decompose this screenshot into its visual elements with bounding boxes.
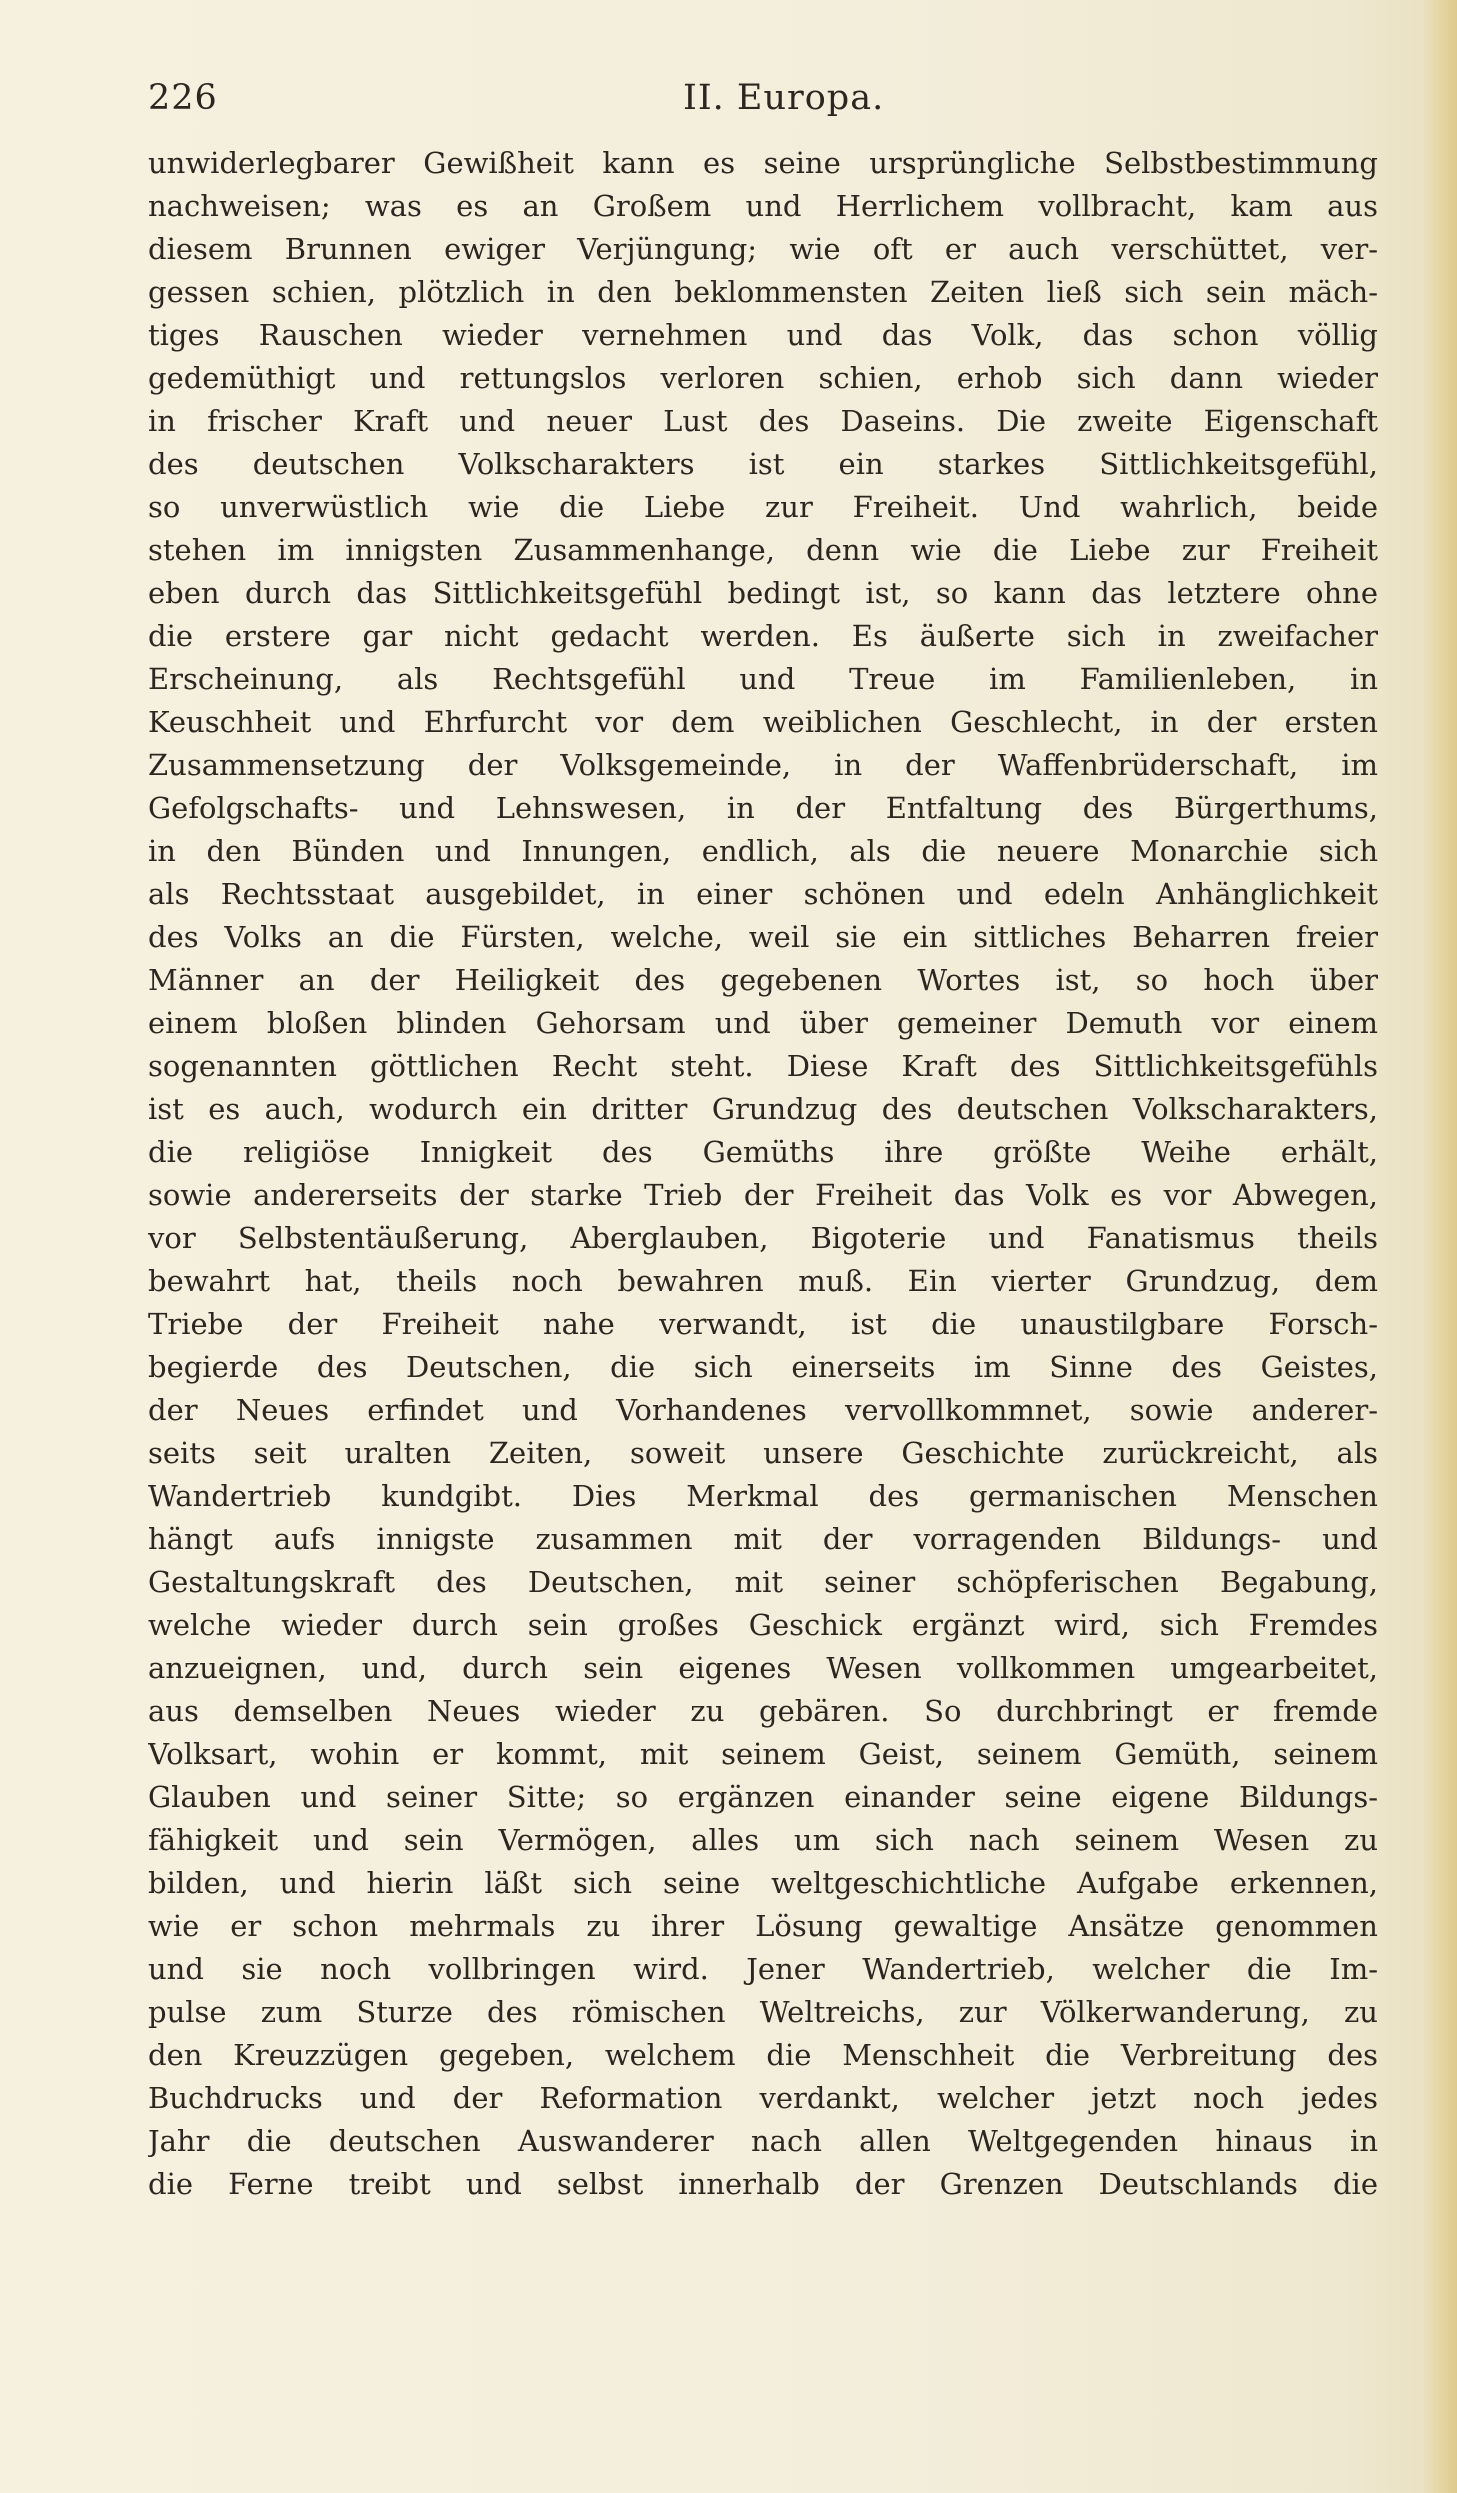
text-line: sowie andererseits der starke Trieb der Freiheit das Volk es vor Abwegen, xyxy=(148,1178,1378,1212)
text-line: Jahr die deutschen Auswanderer nach allen Weltgegenden hinaus in xyxy=(148,2124,1378,2158)
text-line: den Kreuzzügen gegeben, welchem die Menschheit die Verbreitung des xyxy=(148,2038,1378,2072)
text-line: bilden, und hierin läßt sich seine weltgeschichtliche Aufgabe erkennen, xyxy=(148,1866,1378,1900)
text-line: Keuschheit und Ehrfurcht vor dem weiblichen Geschlecht, in der ersten xyxy=(148,705,1378,739)
text-line: sogenannten göttlichen Recht steht. Diese Kraft des Sittlichkeitsgefühls xyxy=(148,1049,1378,1083)
text-line: begierde des Deutschen, die sich einerseits im Sinne des Geistes, xyxy=(148,1350,1378,1384)
text-line: pulse zum Sturze des römischen Weltreichs, zur Völkerwanderung, zu xyxy=(148,1995,1378,2029)
text-line: Gestaltungskraft des Deutschen, mit seiner schöpferischen Begabung, xyxy=(148,1565,1378,1599)
text-line: aus demselben Neues wieder zu gebären. So durchbringt er fremde xyxy=(148,1694,1378,1728)
text-line: Erscheinung, als Rechtsgefühl und Treue im Familienleben, in xyxy=(148,662,1378,696)
page-header xyxy=(148,78,1378,134)
text-line: welche wieder durch sein großes Geschick ergänzt wird, sich Fremdes xyxy=(148,1608,1378,1642)
text-line: gedemüthigt und rettungslos verloren schien, erhob sich dann wieder xyxy=(148,361,1378,395)
text-line: anzueignen, und, durch sein eigenes Wesen vollkommen umgearbeitet, xyxy=(148,1651,1378,1685)
text-line: in frischer Kraft und neuer Lust des Daseins. Die zweite Eigenschaft xyxy=(148,404,1378,438)
text-line: Glauben und seiner Sitte; so ergänzen einander seine eigene Bildungs- xyxy=(148,1780,1378,1814)
page-edge-shadow xyxy=(1423,0,1457,2493)
text-line: Zusammensetzung der Volksgemeinde, in der Waffenbrüderschaft, im xyxy=(148,748,1378,782)
text-line: Volksart, wohin er kommt, mit seinem Geist, seinem Gemüth, seinem xyxy=(148,1737,1378,1771)
text-line: und sie noch vollbringen wird. Jener Wandertrieb, welcher die Im- xyxy=(148,1952,1378,1986)
text-line: ist es auch, wodurch ein dritter Grundzug des deutschen Volkscharakters, xyxy=(148,1092,1378,1126)
text-line: hängt aufs innigste zusammen mit der vorragenden Bildungs- und xyxy=(148,1522,1378,1556)
text-line: stehen im innigsten Zusammenhange, denn wie die Liebe zur Freiheit xyxy=(148,533,1378,567)
text-line: in den Bünden und Innungen, endlich, als die neuere Monarchie sich xyxy=(148,834,1378,868)
page-number: 226 xyxy=(148,78,218,118)
text-line: der Neues erfindet und Vorhandenes vervollkommnet, sowie anderer- xyxy=(148,1393,1378,1427)
text-line: bewahrt hat, theils noch bewahren muß. Ein vierter Grundzug, dem xyxy=(148,1264,1378,1298)
text-line: vor Selbstentäußerung, Aberglauben, Bigoterie und Fanatismus theils xyxy=(148,1221,1378,1255)
text-line: des Volks an die Fürsten, welche, weil sie ein sittliches Beharren freier xyxy=(148,920,1378,954)
text-line: diesem Brunnen ewiger Verjüngung; wie oft er auch verschüttet, ver- xyxy=(148,232,1378,266)
running-head: II. Europa. xyxy=(683,78,885,118)
text-line: seits seit uralten Zeiten, soweit unsere Geschichte zurückreicht, als xyxy=(148,1436,1378,1470)
text-line: als Rechtsstaat ausgebildet, in einer schönen und edeln Anhänglichkeit xyxy=(148,877,1378,911)
text-line: fähigkeit und sein Vermögen, alles um sich nach seinem Wesen zu xyxy=(148,1823,1378,1857)
text-line: nachweisen; was es an Großem und Herrlichem vollbracht, kam aus xyxy=(148,189,1378,223)
text-line: unwiderlegbarer Gewißheit kann es seine ursprüngliche Selbstbestimmung xyxy=(148,146,1378,180)
text-line: die religiöse Innigkeit des Gemüths ihre größte Weihe erhält, xyxy=(148,1135,1378,1169)
text-line: eben durch das Sittlichkeitsgefühl bedingt ist, so kann das letztere ohne xyxy=(148,576,1378,610)
text-line: gessen schien, plötzlich in den beklommensten Zeiten ließ sich sein mäch- xyxy=(148,275,1378,309)
text-line: tiges Rauschen wieder vernehmen und das Volk, das schon völlig xyxy=(148,318,1378,352)
text-line: einem bloßen blinden Gehorsam und über gemeiner Demuth vor einem xyxy=(148,1006,1378,1040)
text-line: wie er schon mehrmals zu ihrer Lösung gewaltige Ansätze genommen xyxy=(148,1909,1378,1943)
text-line: Buchdrucks und der Reformation verdankt, welcher jetzt noch jedes xyxy=(148,2081,1378,2115)
text-line: Wandertrieb kundgibt. Dies Merkmal des germanischen Menschen xyxy=(148,1479,1378,1513)
text-line: die Ferne treibt und selbst innerhalb der Grenzen Deutschlands die xyxy=(148,2167,1378,2201)
text-line: die erstere gar nicht gedacht werden. Es äußerte sich in zweifacher xyxy=(148,619,1378,653)
text-line: so unverwüstlich wie die Liebe zur Freiheit. Und wahrlich, beide xyxy=(148,490,1378,524)
text-line: Triebe der Freiheit nahe verwandt, ist die unaustilgbare Forsch- xyxy=(148,1307,1378,1341)
body-text xyxy=(148,142,1378,2206)
text-line: Gefolgschafts- und Lehnswesen, in der Entfaltung des Bürgerthums, xyxy=(148,791,1378,825)
text-line: Männer an der Heiligkeit des gegebenen Wortes ist, so hoch über xyxy=(148,963,1378,997)
text-line: des deutschen Volkscharakters ist ein starkes Sittlichkeitsgefühl, xyxy=(148,447,1378,481)
